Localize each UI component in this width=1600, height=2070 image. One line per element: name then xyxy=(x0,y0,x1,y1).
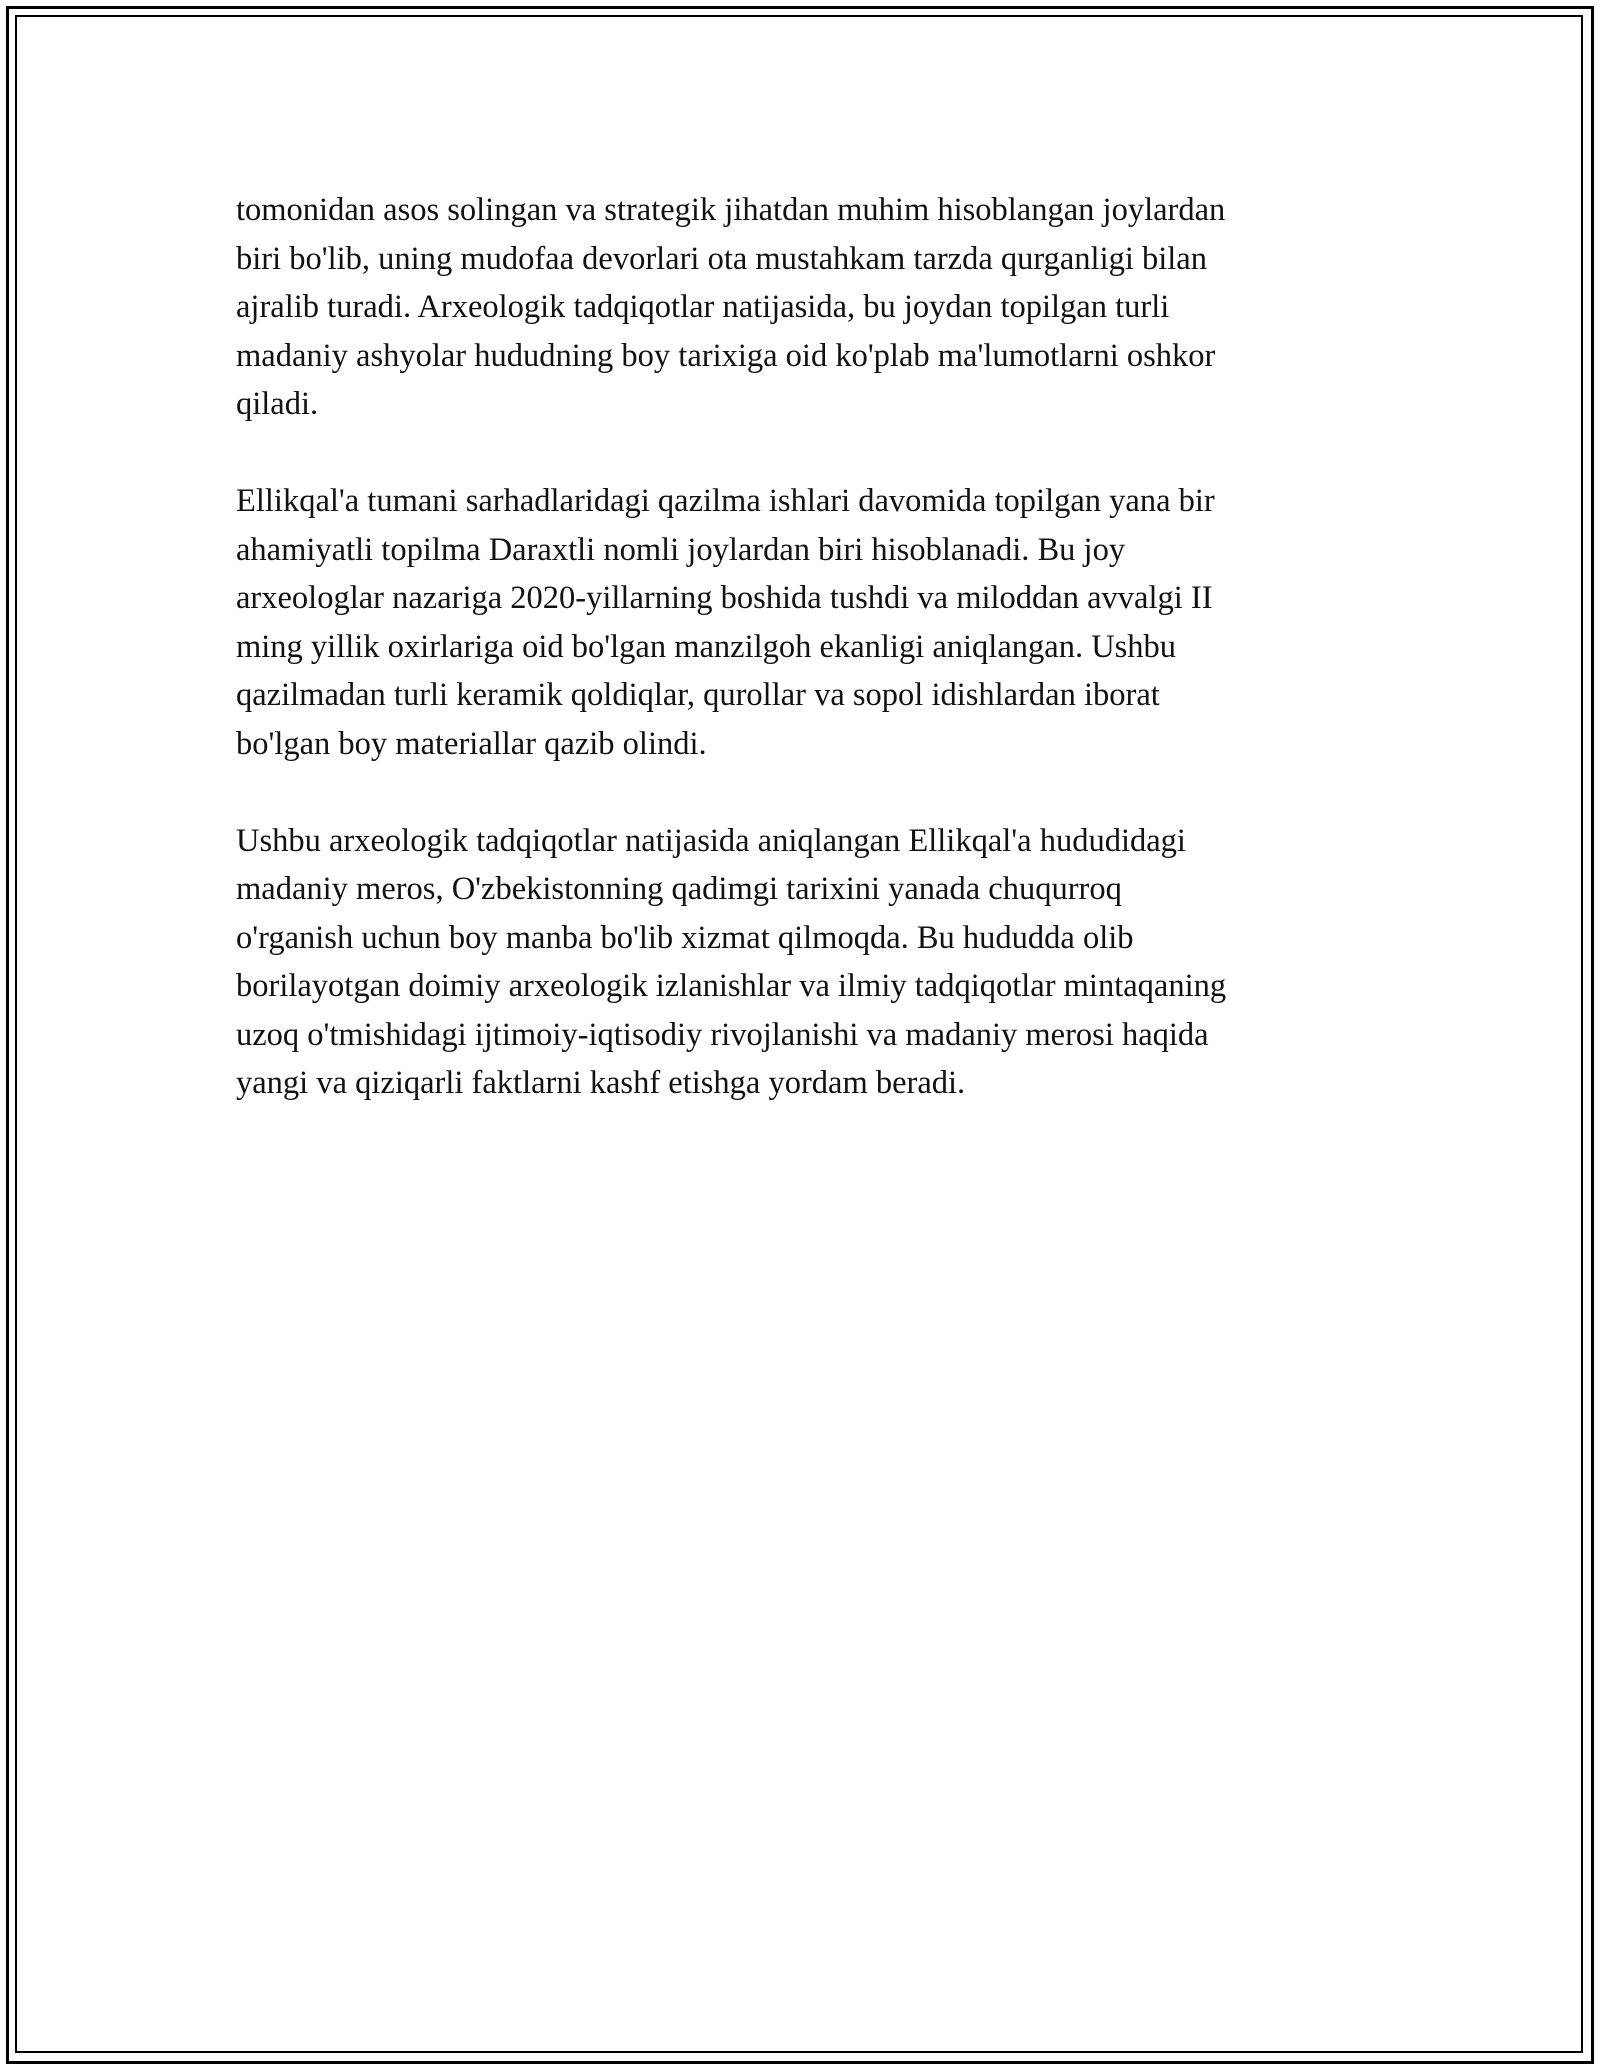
document-body xyxy=(236,186,1386,1156)
paragraph-3: Ushbu arxeologik tadqiqotlar natijasida aniqlangan Ellikqal'a hududidagi madaniy meros, O'zbekistonning qadimgi tarixini yanada chuqurroq o'rganish uchun boy manba bo'lib xizmat qilmoqda. Bu hududda olib borilayotgan doimiy arxeologik izlanishlar va ilmiy tadqiqotlar mintaqaning uzoq o'tmishidagi ijtimoiy-iqtisodiy rivojlanishi va madaniy merosi haqida yangi va qiziqarli faktlarni kashf etishga yordam beradi. xyxy=(236,822,1227,1101)
paragraph-2: Ellikqal'a tumani sarhadlaridagi qazilma ishlari davomida topilgan yana bir ahamiyatli topilma Daraxtli nomli joylardan biri hisoblanadi. Bu joy arxeologlar nazariga 2020-yillarning boshida tushdi va miloddan avvalgi II ming yillik oxirlariga oid bo'lgan manzilgoh ekanligi aniqlangan. Ushbu qazilmadan turli keramik qoldiqlar, qurollar va sopol idishlardan iborat bo'lgan boy materiallar qazib olindi. xyxy=(236,483,1215,762)
paragraph-1: tomonidan asos solingan va strategik jihatdan muhim hisoblangan joylardan biri bo'lib, uning mudofaa devorlari ota mustahkam tarzda qurganligi bilan ajralib turadi. Arxeologik tadqiqotlar natijasida, bu joydan topilgan turli madaniy ashyolar hududning boy tarixiga oid ko'plab ma'lumotlarni oshkor qiladi. xyxy=(236,192,1226,422)
